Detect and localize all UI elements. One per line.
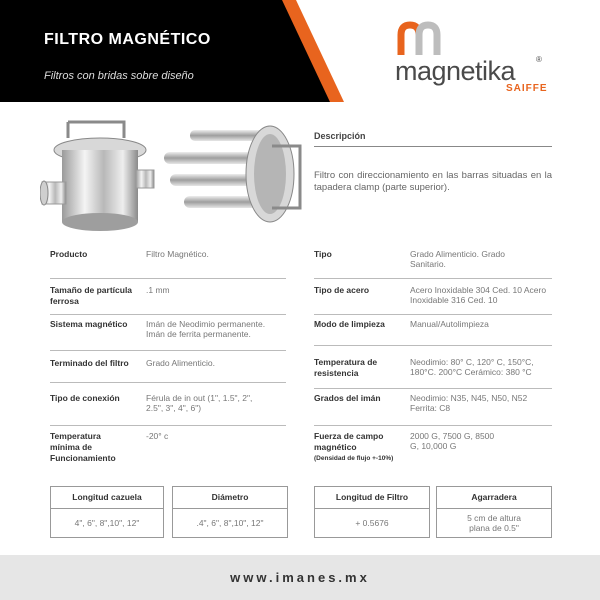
box-longitud-filtro [314, 486, 430, 538]
box-header: Longitud de Filtro [315, 487, 429, 509]
box-header: Agarradera [437, 487, 551, 509]
spec-value-producto: Filtro Magnético. [146, 249, 209, 259]
spec-value-tipo-conexion: Férula de in out (1", 1.5", 2", 2.5", 3", 4", 6") [146, 393, 253, 413]
spec-value-modo-limpieza: Manual/Autolimpieza [410, 319, 489, 329]
box-header: Longitud cazuela [51, 487, 163, 509]
description-heading: Descripción [314, 131, 366, 141]
box-header: Diámetro [173, 487, 287, 509]
spec-value-terminado: Grado Alimenticio. [146, 358, 215, 368]
logo-wordmark: magnetika [395, 56, 516, 86]
spec-value-temperatura-resistencia: Neodimio: 80° C, 120° C, 150°C, 180°C. 200°C Cerámico: 380 °C [410, 357, 534, 377]
box-value: 4", 6", 8",10", 12" [74, 518, 140, 528]
spec-label-temperatura-resistencia: Temperatura de resistencia [314, 357, 378, 378]
footer-website-link[interactable]: www.imanes.mx [230, 570, 370, 585]
spec-label-tipo: Tipo [314, 249, 332, 259]
logo-registered-mark: ® [536, 55, 542, 64]
footer-bar [0, 555, 600, 600]
spec-divider [50, 278, 286, 279]
box-value: .4", 6", 8",10", 12" [196, 518, 264, 528]
spec-label-tipo-conexion: Tipo de conexión [50, 393, 120, 403]
spec-value-tamano-particula: .1 mm [146, 285, 170, 295]
spec-divider [314, 345, 552, 346]
spec-label-modo-limpieza: Modo de limpieza [314, 319, 385, 329]
page-subtitle: Filtros con bridas sobre diseño [44, 70, 194, 82]
spec-divider [50, 350, 286, 351]
filter-housing-image [40, 114, 158, 240]
spec-label-terminado: Terminado del filtro [50, 358, 129, 368]
magnetic-bars-image [160, 118, 306, 232]
logo-subtitle: SAIFFE [506, 83, 548, 94]
spec-label-temperatura-minima: Temperatura mínima de Funcionamiento [50, 431, 116, 463]
box-value: 5 cm de altura plana de 0.5" [467, 513, 521, 533]
magnetika-logo-icon [397, 21, 441, 57]
description-text: Filtro con direccionamiento en las barras situadas en la tapadera clamp (parte superior). [314, 170, 552, 193]
box-value: + 0.5676 [355, 518, 389, 528]
spec-value-grados-iman: Neodimio: N35, N45, N50, N52 Ferrita: C8 [410, 393, 528, 413]
spec-divider [314, 278, 552, 279]
spec-label-sistema-magnetico: Sistema magnético [50, 319, 128, 329]
spec-label-tamano-particula: Tamaño de partícula ferrosa [50, 285, 133, 306]
spec-value-temperatura-minima: -20° c [146, 431, 169, 441]
spec-divider [314, 388, 552, 389]
spec-divider [314, 314, 552, 315]
spec-value-tipo: Grado Alimenticio. Grado Sanitario. [410, 249, 505, 269]
box-longitud-cazuela [50, 486, 164, 538]
spec-divider [50, 382, 286, 383]
spec-divider [50, 314, 286, 315]
spec-value-sistema-magnetico: Imán de Neodimio permanente. Imán de ferrita permanente. [146, 319, 266, 339]
spec-label-fuerza-campo-text: Fuerza de campo magnético [314, 431, 384, 452]
page-title: FILTRO MAGNÉTICO [44, 31, 211, 48]
spec-label-fuerza-campo-note: (Densidad de flujo +-10%) [314, 455, 394, 462]
box-diametro [172, 486, 288, 538]
spec-label-fuerza-campo [314, 431, 404, 464]
spec-label-producto: Producto [50, 249, 88, 259]
spec-value-tipo-acero: Acero Inoxidable 304 Ced. 10 Acero Inoxidable 316 Ced. 10 [410, 285, 547, 305]
box-agarradera [436, 486, 552, 538]
spec-label-grados-iman: Grados del imán [314, 393, 381, 403]
spec-divider [314, 425, 552, 426]
header-banner [0, 0, 600, 102]
spec-divider [50, 425, 286, 426]
spec-label-tipo-acero: Tipo de acero [314, 285, 370, 295]
description-divider [314, 146, 552, 147]
spec-value-fuerza-campo: 2000 G, 7500 G, 8500 G, 10,000 G [410, 431, 495, 451]
